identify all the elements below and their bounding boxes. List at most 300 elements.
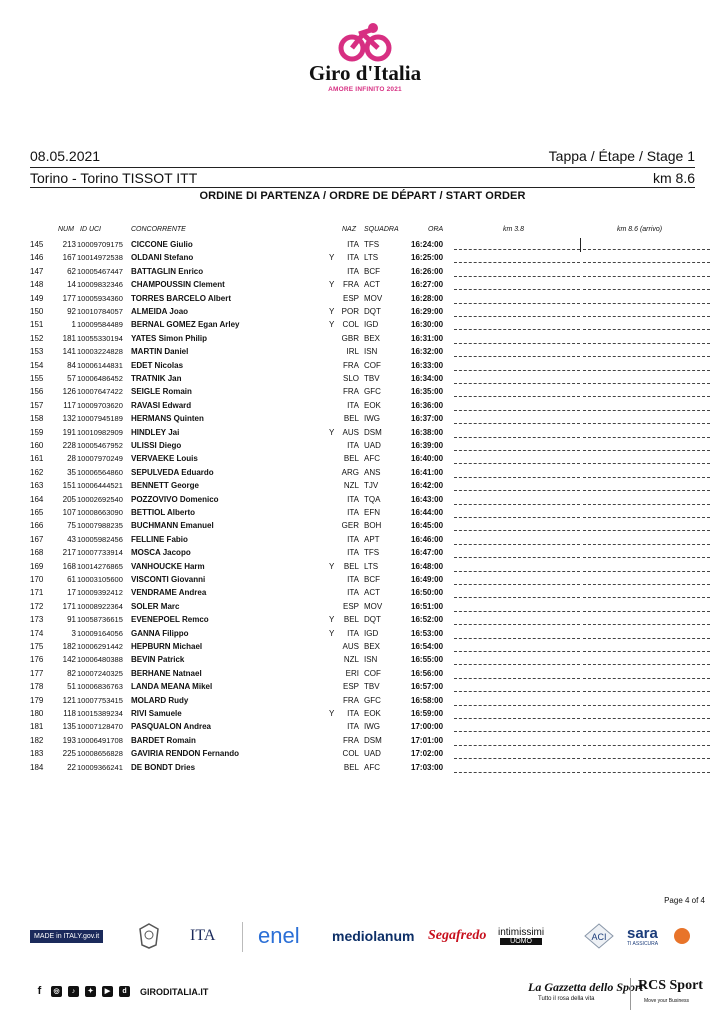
- young-rider-flag: Y: [329, 307, 335, 316]
- table-row: [30, 372, 710, 385]
- split1-blank: [454, 600, 580, 612]
- split1-blank: [454, 359, 580, 371]
- rider-nationality: BEL: [343, 762, 359, 772]
- split2-blank: [583, 345, 710, 357]
- start-time: 16:39:00: [411, 441, 444, 450]
- rider-team: ISN: [364, 655, 378, 665]
- mediolanum-logo: mediolanum: [332, 928, 415, 944]
- rider-team: COF: [364, 668, 381, 678]
- segafredo-logo: Segafredo: [428, 928, 487, 943]
- rider-nationality: ARG: [341, 467, 359, 477]
- split2-blank: [583, 519, 710, 531]
- table-row: [30, 747, 710, 760]
- split1-blank: [454, 412, 580, 424]
- rcs-logo: RCS Sport: [638, 978, 703, 993]
- rider-nationality: COL: [342, 749, 359, 759]
- rider-position: 155: [30, 374, 44, 383]
- table-row: [30, 238, 710, 251]
- rider-position: 163: [30, 481, 44, 491]
- rider-position: 174: [30, 628, 44, 638]
- split2-blank: [583, 318, 710, 330]
- start-time: 16:52:00: [411, 615, 444, 625]
- rider-position: 173: [30, 615, 44, 625]
- split1-blank: [454, 345, 580, 357]
- rider-number: 135: [62, 722, 76, 732]
- split1-blank: [454, 747, 580, 759]
- table-row: [30, 506, 710, 519]
- start-time: 17:02:00: [411, 749, 444, 759]
- rider-uci-id: 10007753415: [77, 695, 123, 705]
- col-time: ORA: [428, 226, 444, 233]
- split1-blank: [454, 586, 580, 598]
- split1-blank: [454, 653, 580, 665]
- rider-name: EVENEPOEL Remco: [131, 615, 209, 625]
- rider-name: VENDRAME Andrea: [131, 588, 207, 598]
- start-time: 16:54:00: [411, 642, 444, 651]
- young-rider-flag: Y: [329, 561, 335, 571]
- table-row: [30, 439, 710, 452]
- young-rider-flag: Y: [329, 320, 335, 330]
- rider-nationality: FRA: [343, 280, 359, 290]
- sara-logo: sara TI ASSICURA: [627, 924, 659, 947]
- rider-position: 179: [30, 695, 44, 705]
- start-time: 16:33:00: [411, 360, 444, 370]
- rider-name: ALMEIDA Joao: [131, 307, 189, 316]
- young-rider-flag: Y: [329, 615, 335, 625]
- rider-number: 92: [67, 307, 76, 316]
- rider-nationality: FRA: [343, 360, 359, 370]
- start-time: 16:53:00: [411, 628, 444, 638]
- route: Torino - Torino TISSOT ITT: [30, 170, 198, 186]
- split2-blank: [583, 613, 710, 625]
- rider-nationality: ESP: [342, 293, 359, 303]
- start-time: 16:32:00: [411, 347, 444, 357]
- split1-blank: [454, 332, 580, 344]
- rider-uci-id: 10009392412: [77, 588, 123, 598]
- rider-number: 177: [62, 293, 76, 303]
- rider-name: HERMANS Quinten: [131, 414, 204, 424]
- split1-blank: [454, 439, 580, 451]
- split2-blank: [583, 560, 710, 572]
- rider-uci-id: 10009366241: [77, 762, 123, 772]
- split1-blank: [454, 493, 580, 505]
- rider-team: MOV: [364, 601, 383, 611]
- social-links: [34, 986, 208, 997]
- rider-position: 164: [30, 494, 44, 504]
- rider-name: CICCONE Giulio: [131, 240, 193, 249]
- split2-blank: [583, 627, 710, 639]
- rider-name: BUCHMANN Emanuel: [131, 521, 214, 531]
- rider-uci-id: 10014972538: [77, 253, 123, 263]
- rider-name: BATTAGLIN Enrico: [131, 266, 204, 276]
- split1-blank: [454, 265, 580, 277]
- rider-uci-id: 10008656828: [77, 749, 123, 759]
- bicycle-icon: [337, 22, 393, 62]
- split1-blank: [454, 399, 580, 411]
- split2-blank: [583, 372, 710, 384]
- rider-name: SOLER Marc: [131, 601, 180, 611]
- page-number: Page 4 of 4: [664, 896, 705, 905]
- rider-name: BEVIN Patrick: [131, 655, 185, 665]
- split2-blank: [583, 720, 710, 732]
- rider-name: BETTIOL Alberto: [131, 508, 195, 517]
- made-in-italy-logo: MADE in ITALY.gov.it: [30, 918, 103, 954]
- rider-uci-id: 10007970249: [77, 454, 123, 464]
- rider-team: TJV: [364, 481, 379, 491]
- rider-number: 132: [62, 414, 76, 424]
- rider-team: EOK: [364, 400, 381, 410]
- rider-team: BCF: [364, 266, 380, 276]
- split2-blank: [583, 667, 710, 679]
- rider-nationality: ESP: [342, 682, 359, 692]
- rider-position: 170: [30, 575, 44, 584]
- split1-blank: [454, 519, 580, 531]
- rider-uci-id: 10006564860: [77, 467, 123, 477]
- rider-number: 22: [67, 762, 76, 772]
- rider-nationality: ITA: [347, 508, 359, 517]
- rider-team: APT: [364, 534, 380, 544]
- start-time: 16:34:00: [411, 374, 444, 383]
- table-row: [30, 412, 710, 425]
- start-time: 16:37:00: [411, 414, 444, 424]
- split2-blank: [583, 506, 710, 518]
- split1-blank: [454, 640, 580, 652]
- rider-number: 151: [62, 481, 76, 491]
- table-row: [30, 519, 710, 532]
- start-time: 16:35:00: [411, 387, 444, 397]
- start-time: 16:49:00: [411, 575, 444, 584]
- split2-blank: [583, 479, 710, 491]
- rider-name: VERVAEKE Louis: [131, 454, 198, 464]
- rider-team: EOK: [364, 709, 381, 718]
- split1-blank: [454, 734, 580, 746]
- distance: km 8.6: [652, 170, 695, 186]
- rider-nationality: COL: [342, 320, 359, 330]
- split2-blank: [583, 573, 710, 585]
- rider-number: 141: [62, 347, 76, 357]
- rider-nationality: ITA: [347, 628, 359, 638]
- split1-blank: [454, 372, 580, 384]
- rider-name: MOSCA Jacopo: [131, 548, 191, 558]
- aci-logo: [583, 918, 615, 954]
- rider-position: 184: [30, 762, 44, 772]
- rider-number: 142: [62, 655, 76, 665]
- rider-number: 3: [71, 628, 76, 638]
- rider-team: AFC: [364, 762, 380, 772]
- enel-logo: enel: [258, 923, 300, 948]
- rider-nationality: ITA: [347, 253, 359, 263]
- split2-blank: [583, 466, 710, 478]
- rider-number: 213: [62, 240, 76, 249]
- split2-blank: [583, 305, 710, 317]
- rider-position: 161: [30, 454, 44, 464]
- rider-position: 167: [30, 534, 44, 544]
- rider-uci-id: 10005934360: [77, 293, 123, 303]
- rider-name: RAVASI Edward: [131, 400, 192, 410]
- split2-blank: [583, 707, 710, 719]
- col-num: NUM: [58, 226, 74, 233]
- start-time: 16:40:00: [411, 454, 444, 464]
- split2-blank: [583, 653, 710, 665]
- rider-team: LTS: [364, 253, 379, 263]
- rider-uci-id: 10005467447: [77, 266, 123, 276]
- rider-uci-id: 10007733914: [77, 548, 123, 558]
- table-row: [30, 627, 710, 640]
- gazzetta-tagline: Tutto il rosa della vita: [538, 996, 595, 1002]
- rider-number: 205: [62, 494, 76, 504]
- rider-position: 165: [30, 508, 44, 517]
- rider-name: BENNETT George: [131, 481, 200, 491]
- rider-uci-id: 10006480388: [77, 655, 123, 665]
- twitter-icon[interactable]: ✦: [85, 986, 96, 997]
- split2-blank: [583, 546, 710, 558]
- rider-number: 117: [63, 400, 76, 410]
- rider-name: BERHANE Natnael: [131, 668, 202, 678]
- rider-uci-id: 10006144831: [77, 360, 123, 370]
- rider-uci-id: 10006291442: [77, 642, 123, 651]
- rider-uci-id: 10007988235: [77, 521, 123, 531]
- website-link[interactable]: GIRODITALIA.IT: [140, 986, 209, 997]
- split1-blank: [454, 533, 580, 545]
- rider-uci-id: 10055330194: [77, 333, 123, 343]
- table-row: [30, 533, 710, 546]
- table-row: [30, 426, 710, 439]
- rider-nationality: ITA: [347, 588, 359, 598]
- rider-nationality: NZL: [343, 655, 359, 665]
- start-time: 16:59:00: [411, 709, 444, 718]
- rider-number: 191: [62, 427, 76, 437]
- rider-nationality: ERI: [345, 668, 359, 678]
- rider-nationality: SLO: [342, 374, 359, 383]
- rider-name: YATES Simon Philip: [131, 333, 208, 343]
- rider-number: 225: [62, 749, 76, 759]
- rider-position: 169: [30, 561, 44, 571]
- split1-blank: [454, 680, 580, 692]
- col-rider: CONCORRENTE: [131, 226, 186, 233]
- gazzetta-logo: La Gazzetta dello Sport: [528, 980, 644, 994]
- table-row: [30, 586, 710, 599]
- rider-number: 193: [62, 735, 76, 745]
- rider-number: 51: [67, 682, 76, 692]
- rider-nationality: BEL: [343, 561, 359, 571]
- split2-blank: [583, 265, 710, 277]
- rider-nationality: FRA: [343, 387, 359, 397]
- split2-blank: [583, 734, 710, 746]
- table-row: [30, 653, 710, 666]
- rider-nationality: ITA: [347, 709, 359, 718]
- rider-name: GAVIRIA RENDON Fernando: [131, 749, 240, 759]
- dailymotion-icon[interactable]: d: [119, 986, 130, 997]
- col-uci: ID UCI: [80, 226, 101, 233]
- rider-team: IGD: [364, 628, 379, 638]
- rider-uci-id: 10008922364: [77, 601, 123, 611]
- rider-nationality: BEL: [343, 414, 359, 424]
- rider-uci-id: 10007945189: [77, 414, 123, 424]
- youtube-icon[interactable]: ▶: [102, 986, 113, 997]
- split2-blank: [583, 251, 710, 263]
- rider-nationality: GBR: [341, 333, 359, 343]
- table-row: [30, 479, 710, 492]
- instagram-icon[interactable]: ◎: [51, 986, 62, 997]
- young-rider-flag: Y: [329, 280, 335, 290]
- rider-uci-id: 10005467952: [77, 441, 123, 450]
- rider-team: IGD: [364, 320, 379, 330]
- document-title: ORDINE DI PARTENZA / ORDRE DE DÉPART / START ORDER: [199, 190, 526, 202]
- rider-name: BERNAL GOMEZ Egan Arley: [131, 320, 240, 330]
- start-time: 16:38:00: [411, 427, 444, 437]
- start-time: 16:57:00: [411, 682, 444, 692]
- rider-uci-id: 10058736615: [77, 615, 123, 625]
- rider-number: 57: [67, 374, 76, 383]
- rider-uci-id: 10009584489: [77, 320, 123, 330]
- start-time: 16:51:00: [411, 601, 444, 611]
- split1-blank: [454, 292, 580, 304]
- split1-blank: [454, 238, 580, 250]
- start-time: 16:46:00: [411, 534, 444, 544]
- rider-uci-id: 10006486452: [77, 374, 123, 383]
- rider-position: 153: [30, 347, 44, 357]
- rider-name: VISCONTI Giovanni: [131, 575, 206, 584]
- table-row: [30, 452, 710, 465]
- table-row: [30, 640, 710, 653]
- start-time: 16:25:00: [411, 253, 444, 263]
- rider-number: 118: [63, 709, 76, 718]
- rider-name: MARTIN Daniel: [131, 347, 189, 357]
- table-row: [30, 560, 710, 573]
- col-split1: km 3.8: [503, 226, 525, 233]
- rider-team: GFC: [364, 695, 381, 705]
- split1-blank: [454, 613, 580, 625]
- table-row: [30, 600, 710, 613]
- rider-team: LTS: [364, 561, 379, 571]
- rider-position: 178: [30, 682, 44, 692]
- young-rider-flag: Y: [329, 709, 335, 718]
- rider-team: UAD: [364, 749, 381, 759]
- rider-position: 146: [30, 253, 44, 263]
- rider-position: 168: [30, 548, 44, 558]
- start-time: 17:03:00: [411, 762, 444, 772]
- rider-name: BARDET Romain: [131, 735, 196, 745]
- table-row: [30, 359, 710, 372]
- split1-blank: [454, 506, 580, 518]
- start-time: 16:48:00: [411, 561, 444, 571]
- rider-uci-id: 10009832346: [77, 280, 123, 290]
- start-time: 16:36:00: [411, 400, 444, 410]
- split2-blank: [583, 426, 710, 438]
- rider-number: 84: [67, 360, 76, 370]
- rider-nationality: ITA: [347, 534, 359, 544]
- rider-position: 160: [30, 441, 44, 450]
- rider-position: 152: [30, 333, 44, 343]
- table-row: [30, 546, 710, 559]
- rider-name: MOLARD Rudy: [131, 695, 189, 705]
- split1-blank: [454, 667, 580, 679]
- split2-blank: [583, 332, 710, 344]
- rider-position: 171: [30, 588, 44, 598]
- start-time: 16:29:00: [411, 307, 444, 316]
- rider-name: TRATNIK Jan: [131, 374, 182, 383]
- rider-number: 62: [67, 266, 76, 276]
- rider-position: 149: [30, 293, 44, 303]
- rider-position: 183: [30, 749, 44, 759]
- rider-number: 168: [62, 561, 76, 571]
- rider-team: EFN: [364, 508, 380, 517]
- col-nat: NAZ: [342, 226, 356, 233]
- rider-uci-id: 10015389234: [77, 709, 123, 718]
- rider-team: ANS: [364, 467, 381, 477]
- rider-nationality: AUS: [342, 427, 359, 437]
- rider-position: 177: [30, 668, 44, 678]
- rider-nationality: ITA: [347, 400, 359, 410]
- intimissimi-logo: intimissimi UOMO: [498, 927, 545, 945]
- table-row: [30, 573, 710, 586]
- tiktok-icon[interactable]: ♪: [68, 986, 79, 997]
- rider-number: 121: [62, 695, 76, 705]
- rider-team: ACT: [364, 588, 380, 598]
- table-row: [30, 680, 710, 693]
- rider-name: VANHOUCKE Harm: [131, 561, 205, 571]
- rider-uci-id: 10006444521: [77, 481, 123, 491]
- rider-uci-id: 10007647422: [77, 387, 123, 397]
- table-row: [30, 265, 710, 278]
- rider-number: 107: [62, 508, 76, 517]
- rider-number: 61: [67, 575, 76, 584]
- split2-blank: [583, 533, 710, 545]
- table-row: [30, 667, 710, 680]
- rider-name: CHAMPOUSSIN Clement: [131, 280, 225, 290]
- start-time: 16:24:00: [411, 240, 444, 249]
- brand-name: Giro d'Italia: [308, 61, 422, 85]
- table-row: [30, 694, 710, 707]
- rider-team: TBV: [364, 374, 380, 383]
- table-row: [30, 466, 710, 479]
- table-row: [30, 493, 710, 506]
- rider-position: 162: [30, 467, 44, 477]
- start-time: 16:47:00: [411, 548, 444, 558]
- rider-uci-id: 10003105600: [77, 575, 123, 584]
- rider-name: OLDANI Stefano: [131, 253, 194, 263]
- rider-position: 176: [30, 655, 44, 665]
- rider-nationality: BEL: [343, 454, 359, 464]
- split1-blank: [454, 452, 580, 464]
- split2-blank: [583, 680, 710, 692]
- table-row: [30, 305, 710, 318]
- rider-position: 150: [30, 307, 44, 316]
- rider-number: 217: [62, 548, 76, 558]
- split1-blank: [454, 560, 580, 572]
- split1-blank: [454, 426, 580, 438]
- rider-team: AFC: [364, 454, 380, 464]
- rider-team: ACT: [364, 280, 380, 290]
- col-team: SQUADRA: [364, 226, 399, 233]
- split2-blank: [583, 493, 710, 505]
- rider-team: BCF: [364, 575, 380, 584]
- facebook-icon[interactable]: f: [34, 986, 45, 997]
- giro-logo: [300, 22, 430, 112]
- rider-number: 75: [67, 521, 76, 531]
- split2-blank: [583, 694, 710, 706]
- rider-uci-id: 10006491708: [77, 735, 123, 745]
- rider-name: FELLINE Fabio: [131, 534, 188, 544]
- rider-name: HEPBURN Michael: [131, 642, 203, 651]
- rider-nationality: AUS: [342, 642, 359, 651]
- split1-blank: [454, 305, 580, 317]
- rider-uci-id: 10009164056: [77, 628, 123, 638]
- split1-blank: [454, 573, 580, 585]
- split1-blank: [454, 694, 580, 706]
- split2-blank: [583, 761, 710, 773]
- start-time: 16:26:00: [411, 266, 444, 276]
